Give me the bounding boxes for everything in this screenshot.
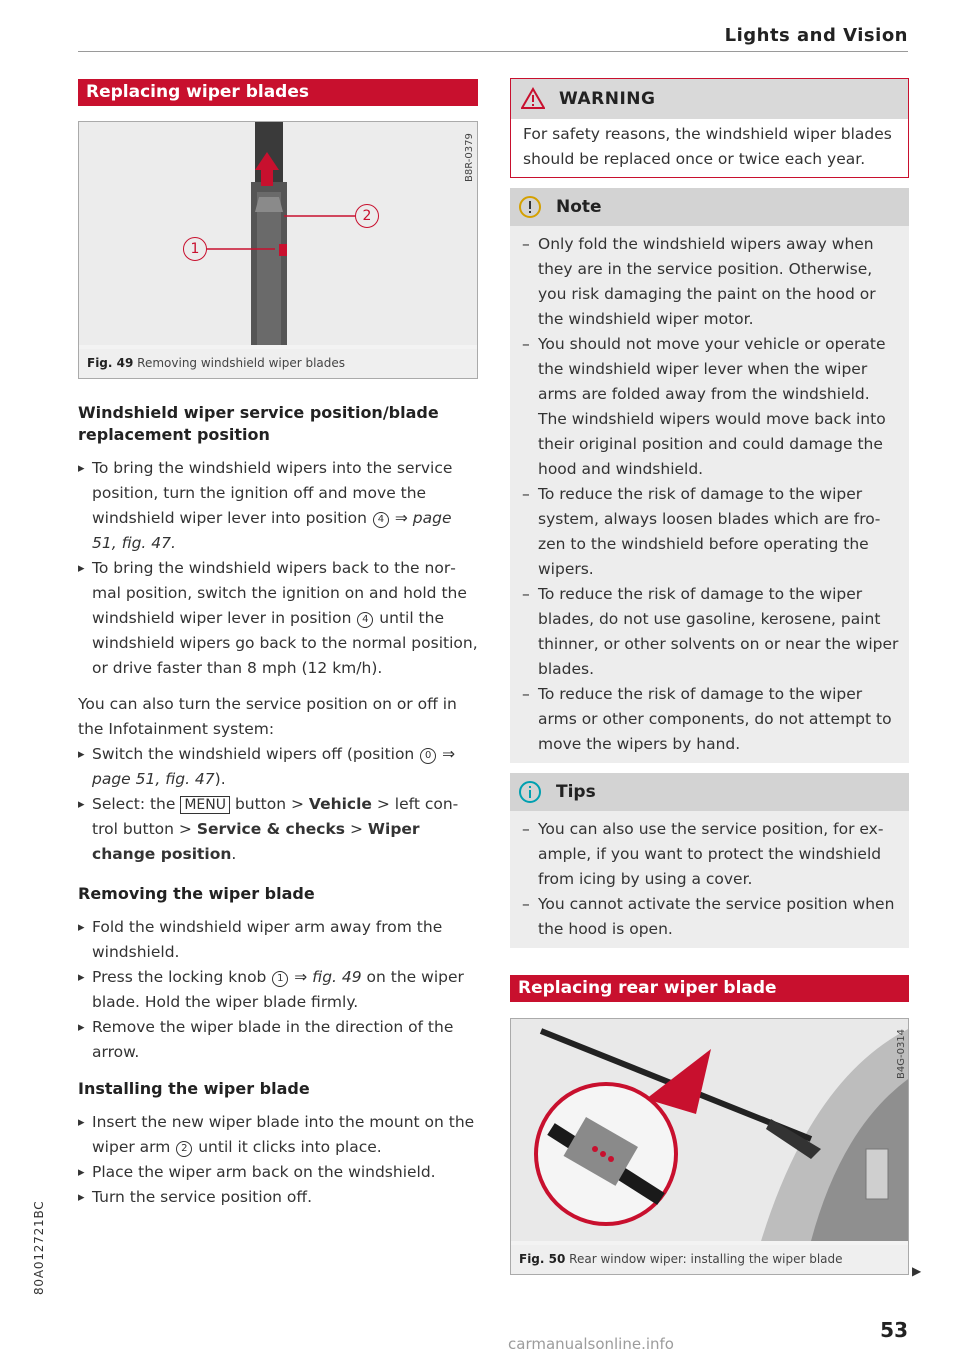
note-item: – To reduce the risk of damage to the wiper arms or other components, do not attempt to move the wipers by hand. [522,682,899,757]
position-0-marker: 0 [420,748,436,764]
section-title-replacing-rear-wiper-blade: Replacing rear wiper blade [510,975,909,1002]
service-bullet-4: ▸ Select: the MENU button > Vehicle > left control button > Service & checks > Wiper change position. [78,792,478,867]
note-exclamation-icon [518,195,542,219]
tips-title: Tips [556,782,596,802]
info-icon [518,780,542,804]
page-ref-link[interactable]: ⇒ page 51, fig. 47 [92,745,456,788]
figure-49-label: Fig. 49 [87,356,134,370]
warning-text: For safety reasons, the windshield wiper blades should be replaced once or twice each year. [523,125,892,168]
figure-50-text: Rear window wiper: installing the wiper blade [569,1252,843,1266]
warning-title: WARNING [559,89,656,109]
position-1-marker: 1 [272,971,288,987]
figure-49-caption [79,349,477,378]
document-code: 80A012721BC [32,1200,46,1295]
section-title-replacing-wiper-blades: Replacing wiper blades [78,79,478,106]
header-divider [78,51,908,52]
figure-50 [510,1018,909,1275]
page-ref-link[interactable]: ⇒ page 51, fig. 47. [92,509,452,552]
figure-49 [78,121,478,379]
position-4-marker: 4 [373,512,389,528]
figure-50-label: Fig. 50 [519,1252,566,1266]
removing-bullet-1: ▸ Fold the windshield wiper arm away from the windshield. [78,915,478,965]
tips-item: – You can also use the service position, for example, if you want to protect the windshield from icing by using a cover. [522,817,899,892]
figure-50-code: B4G-0314 [896,1028,907,1079]
position-2-marker: 2 [176,1141,192,1157]
infotainment-paragraph: You can also turn the service position on or off in the Infotainment system: [78,695,457,738]
note-header [510,188,909,226]
left-column [78,79,478,1210]
tips-header [510,773,909,811]
warning-box [510,78,909,178]
note-item: – Only fold the windshield wipers away when they are in the service position. Otherwise, you risk damaging the paint on the hood or the windshield wiper motor. [522,232,899,332]
note-item: – To reduce the risk of damage to the wiper system, always loosen blades which are frozen to the windshield before operating the wipers. [522,482,899,582]
removing-bullet-3: ▸ Remove the wiper blade in the direction of the arrow. [78,1015,478,1065]
note-box [510,188,909,763]
figure-ref-link[interactable]: ⇒ fig. 49 [294,968,362,986]
figure-50-caption [511,1245,908,1274]
service-bullet-1: ▸ To bring the windshield wipers into the service position, turn the ignition off and move the windshield wiper lever into position 4 ⇒ page 51, fig. 47. [78,456,478,556]
position-4-marker: 4 [357,612,373,628]
warning-triangle-icon [521,87,545,111]
tips-box [510,773,909,948]
page-number: 53 [880,1318,908,1342]
service-bullet-2: ▸ To bring the windshield wipers back to the normal position, switch the ignition on and hold the windshield wiper lever in position 4 until the windshield wipers go back to the normal position, or drive faster than 8 mph (12 km/h). [78,556,478,681]
watermark: carmanualsonline.info [508,1335,674,1353]
menu-key: MENU [180,796,230,814]
callout-1: 1 [183,237,207,261]
figure-49-code: B8R-0379 [464,133,475,182]
warning-header [511,79,908,119]
header-title: Lights and Vision [724,25,908,46]
note-item: – You should not move your vehicle or operate the windshield wiper lever when the wiper arms are folded away from the windshield. The windshield wipers would move back into their original position and could damage the hood and windshield. [522,332,899,482]
note-item: – To reduce the risk of damage to the wiper blades, do not use gasoline, kerosene, paint thinner, or other solvents on or near the wiper blades. [522,582,899,682]
callout-2: 2 [355,204,379,228]
right-column [510,78,909,1275]
figure-49-text: Removing windshield wiper blades [137,356,346,370]
rear-wiper-illustration [511,1019,908,1241]
installing-heading: Installing the wiper blade [78,1079,310,1098]
removing-bullet-2: ▸ Press the locking knob 1 ⇒ fig. 49 on the wiper blade. Hold the wiper blade firmly. [78,965,478,1015]
note-title: Note [556,197,602,217]
installing-bullet-1: ▸ Insert the new wiper blade into the mount on the wiper arm 2 until it clicks into place. [78,1110,478,1160]
continue-arrow-icon: ▶ [912,1264,922,1278]
service-bullet-3: ▸ Switch the windshield wipers off (position 0 ⇒ page 51, fig. 47). [78,742,478,792]
wiper-blade-illustration [79,122,477,345]
service-position-heading: Windshield wiper service position/blade replacement position [78,403,439,444]
installing-bullet-3: ▸ Turn the service position off. [78,1185,478,1210]
tips-item: – You cannot activate the service position when the hood is open. [522,892,899,942]
removing-heading: Removing the wiper blade [78,884,315,903]
installing-bullet-2: ▸ Place the wiper arm back on the windshield. [78,1160,478,1185]
